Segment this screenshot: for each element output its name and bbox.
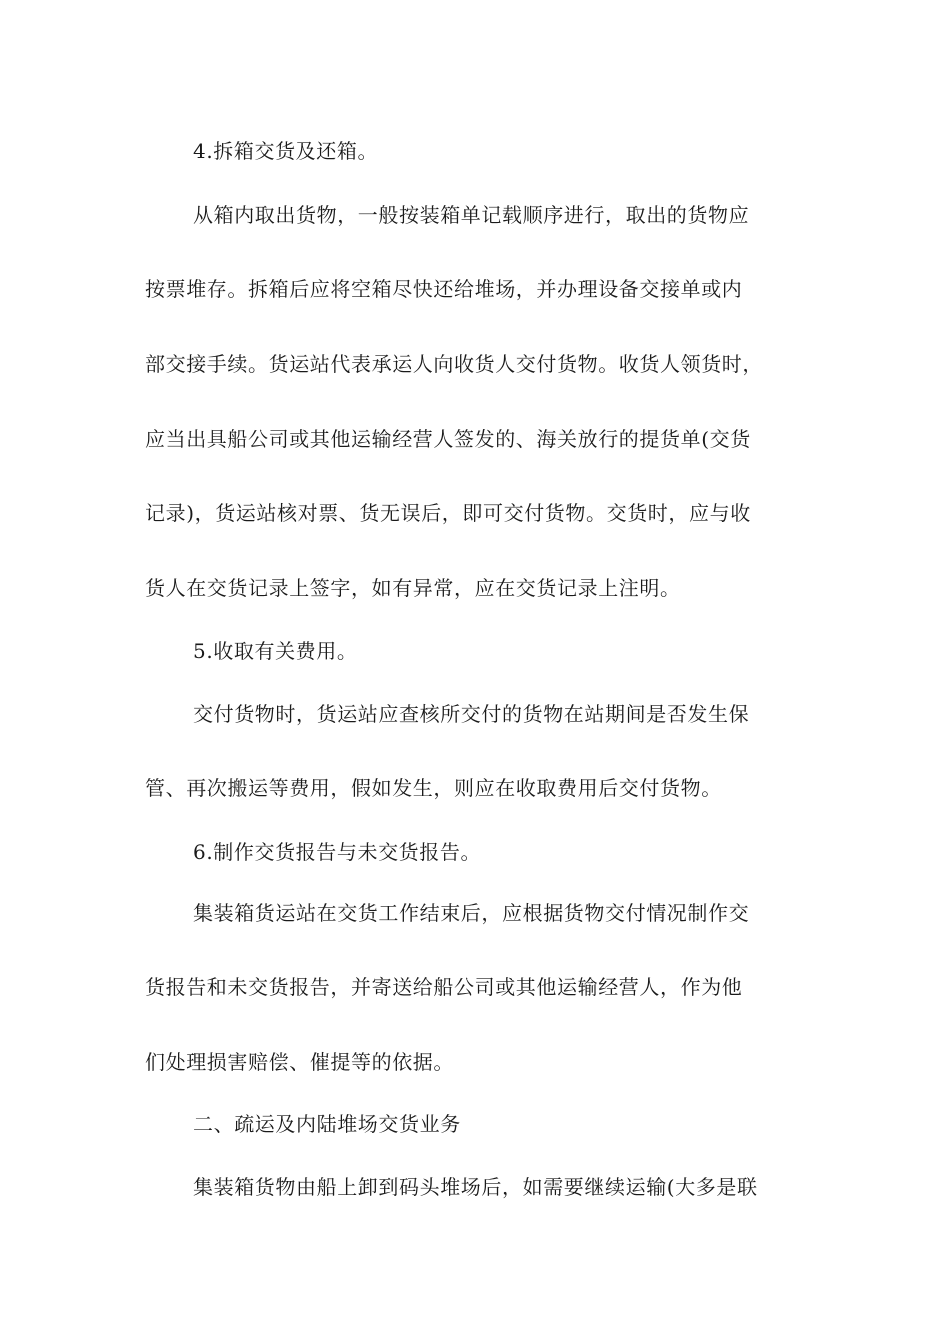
paragraph-line: 按票堆存。拆箱后应将空箱尽快还给堆场，并办理设备交接单或内 <box>145 277 743 301</box>
paragraph-line: 部交接手续。货运站代表承运人向收货人交付货物。收货人领货时， <box>145 352 763 376</box>
paragraph-line: 集装箱货物由船上卸到码头堆场后，如需要继续运输(大多是联 <box>193 1175 758 1199</box>
paragraph-line: 交付货物时，货运站应查核所交付的货物在站期间是否发生保 <box>193 702 750 726</box>
heading-unpacking-delivery: 4.拆箱交货及还箱。 <box>193 139 379 163</box>
paragraph-line: 应当出具船公司或其他运输经营人签发的、海关放行的提货单(交货 <box>145 427 751 451</box>
paragraph-line: 货报告和未交货报告，并寄送给船公司或其他运输经营人，作为他 <box>145 975 743 999</box>
paragraph-line: 集装箱货运站在交货工作结束后，应根据货物交付情况制作交 <box>193 901 750 925</box>
heading-collect-fees: 5.收取有关费用。 <box>193 639 358 663</box>
paragraph-line: 记录)，货运站核对票、货无误后，即可交付货物。交货时，应与收 <box>145 501 751 525</box>
paragraph-line: 管、再次搬运等费用，假如发生，则应在收取费用后交付货物。 <box>145 776 722 800</box>
paragraph-line: 们处理损害赔偿、催提等的依据。 <box>145 1050 454 1074</box>
heading-delivery-report: 6.制作交货报告与未交货报告。 <box>193 840 482 864</box>
section-heading: 二、疏运及内陆堆场交货业务 <box>193 1112 461 1136</box>
paragraph-line: 货人在交货记录上签字，如有异常，应在交货记录上注明。 <box>145 576 681 600</box>
paragraph-line: 从箱内取出货物，一般按装箱单记载顺序进行，取出的货物应 <box>193 203 750 227</box>
